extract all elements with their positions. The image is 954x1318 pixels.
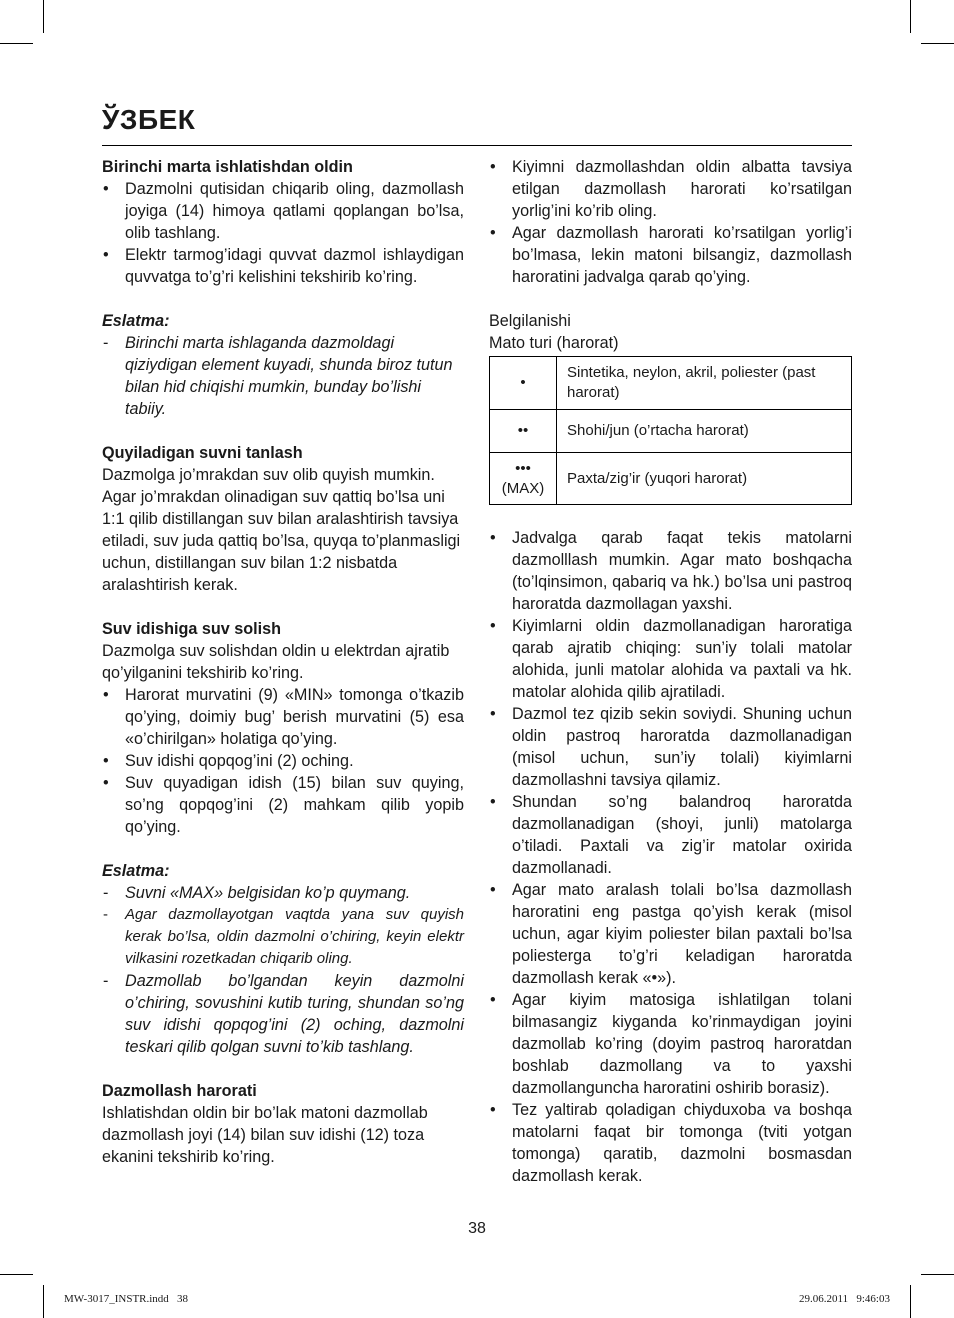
list-item: • Agar kiyim matosiga ishlatilgan tolani bilmasangiz kiyganda ko’rinmaydigan joyini dazmollab ko’ring (doyim pastroq haroratdan boshlab dazmollang va to yaxshi dazmollanguncha haroratini oshirib borasiz). — [489, 989, 852, 1099]
left-column — [102, 156, 464, 1168]
page-title: ЎЗБЕК — [102, 104, 196, 135]
crop-mark — [910, 0, 911, 33]
temperature-symbol: •• — [490, 410, 557, 453]
crop-mark — [0, 1274, 33, 1275]
note-list — [102, 332, 464, 420]
section-heading: Suv idishiga suv solish — [102, 620, 282, 638]
list-item: • Kiyimni dazmollashdan oldin albatta tavsiya etilgan dazmollash harorati ko’rsatilgan yorlig’ini ko’rib oling. — [489, 156, 852, 222]
page-number: 38 — [468, 1220, 486, 1237]
footer-timestamp: 29.06.2011 9:46:03 — [799, 1293, 890, 1305]
table-row — [490, 357, 852, 410]
title-rule — [102, 145, 852, 146]
list-item: • Tez yaltirab qoladigan chiyduxoba va boshqa matolarni faqat bir tomonga (tviti yotgan tomonga) qaratib, dazmolni bosmasdan dazmollash kerak. — [489, 1099, 852, 1187]
table-label: Belgilanishi — [489, 312, 571, 330]
list-item: • Agar dazmollash harorati ko’rsatilgan yorlig’i bo’lmasa, lekin matoni bilsangiz, dazmollash haroratini jadvalga qarab qo’ying. — [489, 222, 852, 288]
crop-mark — [910, 1285, 911, 1318]
list-item: - Agar dazmollayotgan vaqtda yana suv quyish kerak bo’lsa, oldin dazmolni o’chiring, keyin elektr vilkasini rozetkadan chiqarib oling. — [102, 904, 464, 970]
temperature-symbol — [490, 453, 557, 505]
list-item: • Suv idishi qopqog’ini (2) oching. — [102, 750, 464, 772]
list-item: • Jadvalga qarab faqat tekis matolarni dazmolllash mumkin. Agar mato boshqacha (to’lqinsimon, qabariq va hk.) bo’lsa uni pastroq haroratda dazmollagan yaxshi. — [489, 527, 852, 615]
bullet-list — [102, 684, 464, 838]
crop-mark — [921, 43, 954, 44]
crop-mark — [43, 1285, 44, 1318]
table-row — [490, 410, 852, 453]
bullet-list — [102, 178, 464, 288]
crop-mark — [43, 0, 44, 33]
paragraph: Ishlatishdan oldin bir bo’lak matoni dazmollab dazmollash joyi (14) bilan suv idishi (12) toza ekanini tekshirib ko’ring. — [102, 1104, 428, 1166]
list-item: • Agar mato aralash tolali bo’lsa dazmollash haroratini eng pastga qo’yish kerak (misol uchun, agar kiyim poliester bilan paxtali bo’lsa poliesterga to’g’ri keladigan haroratda dazmollash kerak «•»). — [489, 879, 852, 989]
section-heading: Dazmollash harorati — [102, 1082, 257, 1100]
list-item: - Dazmollab bo’lgandan keyin dazmolni o’chiring, sovushini kutib turing, shundan so’ng suv idishi qopqog’ini (2) oching, dazmolni teskari qilib qolgan suvni to’kib tashlang. — [102, 970, 464, 1058]
bullet-list — [489, 527, 852, 1187]
note-list — [102, 882, 464, 1058]
list-item: • Kiyimlarni oldin dazmollanadigan haroratiga qarab ajratib chiqing: sun’iy tolali matolar alohida, junli matolar alohida va paxtali va hk. matolar alohida qilib ajratiladi. — [489, 615, 852, 703]
list-item: • Harorat murvatini (9) «MIN» tomonga o’tkazib qo’ying, doimiy bug’ berish murvatini (5) esa «o’chirilgan» holatiga qo’ying. — [102, 684, 464, 750]
crop-mark — [921, 1274, 954, 1275]
list-item: • Elektr tarmog’idagi quvvat dazmol ishlaydigan quvvatga to’g’ri kelishini tekshirib ko’ring. — [102, 244, 464, 288]
paragraph: Dazmolga suv solishdan oldin u elektrdan ajratib qo’yilganini tekshirib ko’ring. — [102, 642, 450, 682]
max-label: (MAX) — [501, 479, 545, 497]
table-label: Mato turi (harorat) — [489, 334, 619, 352]
fabric-description: Sintetika, neylon, akril, poliester (past harorat) — [557, 357, 852, 410]
note-heading: Eslatma: — [102, 312, 170, 330]
bullet-list — [489, 156, 852, 288]
right-column — [489, 156, 852, 1187]
table-row — [490, 453, 852, 505]
temperature-dots: ••• — [515, 459, 531, 477]
list-item: - Suvni «MAX» belgisidan ko’p quymang. — [102, 882, 464, 904]
footer-file-info: MW-3017_INSTR.indd 38 — [64, 1293, 189, 1305]
list-item: • Suv quyadigan idish (15) bilan suv quying, so’ng qopqog’ini (2) mahkam qilib yopib qo’ying. — [102, 772, 464, 838]
section-heading: Birinchi marta ishlatishdan oldin — [102, 158, 353, 176]
list-item: • Dazmolni qutisidan chiqarib oling, dazmollash joyiga (14) himoya qatlami qoplangan bo’lsa, olib tashlang. — [102, 178, 464, 244]
paragraph: Dazmolga jo’mrakdan suv olib quyish mumkin. Agar jo’mrakdan olinadigan suv qattiq bo’lsa uni 1:1 qilib distillangan suv bilan aralashtirish tavsiya etiladi, suv juda qattiq bo’lsa, quyqa to’planmasligi uchun, distillangan suv bilan 1:2 nisbatda aralashtirish kerak. — [102, 466, 461, 594]
temperature-symbol: • — [490, 357, 557, 410]
list-item: - Birinchi marta ishlaganda dazmoldagi qiziydigan element kuyadi, shunda biroz tutun bilan hid chiqishi mumkin, bunday bo’lishi tabiiy. — [102, 332, 464, 420]
list-item: • Dazmol tez qizib sekin soviydi. Shuning uchun oldin pastroq haroratda dazmollanadigan (misol uchun, sun’iy tolali) kiyimlarni dazmollashni tavsiya qilamiz. — [489, 703, 852, 791]
crop-mark — [0, 43, 33, 44]
fabric-description: Paxta/zig’ir (yuqori harorat) — [557, 453, 852, 505]
fabric-description: Shohi/jun (o’rtacha harorat) — [557, 410, 852, 453]
section-heading: Quyiladigan suvni tanlash — [102, 444, 303, 462]
fabric-temperature-table — [489, 356, 852, 505]
note-heading: Eslatma: — [102, 862, 170, 880]
list-item: • Shundan so’ng balandroq haroratda dazmollanadigan (shoyi, junli) matolarga o’tiladi. Paxtali va zig’ir matolar oxirida dazmollanadi. — [489, 791, 852, 879]
